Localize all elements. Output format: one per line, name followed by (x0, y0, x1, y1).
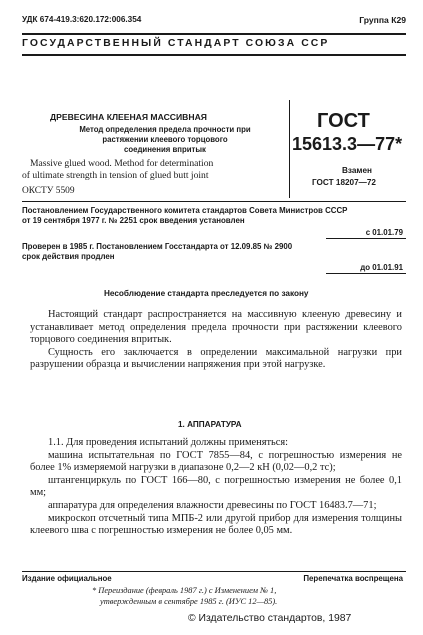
document-subtitle: Метод определения предела прочности при растяжении клеевого торцового соединения впритык (79, 125, 251, 154)
apparatus-list (30, 437, 402, 538)
replaces-label: Взамен (342, 166, 372, 175)
official-edition: Издание официальное (22, 574, 112, 583)
udk-code: УДК 674-419.3:620.172:006.354 (22, 15, 142, 24)
okstu-code: ОКСТУ 5509 (22, 186, 75, 196)
gost-number: 15613.3—77* (292, 134, 403, 154)
date-extended: до 01.01.91 (360, 263, 403, 272)
item-1-1: 1.1. Для проведения испытаний должны применяться: (48, 437, 289, 448)
replaces-value: ГОСТ 18207—72 (312, 178, 376, 187)
copyright: © Издательство стандартов, 1987 (188, 613, 352, 624)
item-microscope: микроскоп отсчетный типа МПБ-2 или другой прибор для измерения толщины клеевого шва с погрешностью измерения не более 0,05 мм. (30, 512, 402, 537)
checked-text: Проверен в 1985 г. Постановлением Госстандарта от 12.09.85 № 2900 срок действия продлен (22, 242, 293, 261)
reprint-forbidden: Перепечатка воспрещена (303, 574, 403, 583)
top-rule (22, 33, 406, 35)
title-english: Massive glued wood. Method for determination of ultimate strength in tension of glued butt joint (22, 158, 214, 181)
standard-banner: ГОСУДАРСТВЕННЫЙ СТАНДАРТ СОЮЗА ССР (22, 38, 330, 49)
banner-rule (22, 54, 406, 56)
title-separator (289, 100, 290, 198)
intro-paragraph-1: Настоящий стандарт распространяется на массивную клееную древесину и устанавливает метод определения предела прочности при растяжении клеевого торцового соединения впритык. (30, 309, 402, 346)
title-bottom-rule (22, 201, 406, 202)
date-extended-rule (326, 273, 406, 274)
intro-text (30, 309, 402, 372)
document-title: ДРЕВЕСИНА КЛЕЕНАЯ МАССИВНАЯ (50, 112, 207, 122)
section-title: 1. АППАРАТУРА (178, 420, 242, 429)
reissue-note: * Переиздание (февраль 1987 г.) с Изменением № 1, утвержденным в сентябре 1985 г. (ИУС 12—85). (92, 586, 278, 606)
date-introduced-rule (326, 238, 406, 239)
legal-warning: Несоблюдение стандарта преследуется по закону (104, 289, 309, 298)
intro-paragraph-2: Сущность его заключается в определении максимальной нагрузки при разрушении образца и вычислении напряжения при этой нагрузке. (30, 346, 402, 371)
footer-rule (22, 571, 406, 572)
date-introduced: с 01.01.79 (365, 228, 403, 237)
gost-label: ГОСТ (317, 110, 370, 132)
item-moisture: аппаратура для определения влажности древесины по ГОСТ 16483.7—71; (48, 499, 377, 511)
group-code: Группа К29 (359, 15, 406, 25)
item-caliper: штангенциркуль по ГОСТ 166—80, с погрешностью измерения не более 0,1 мм; (30, 474, 402, 499)
item-machine: машина испытательная по ГОСТ 7855—84, с погрешностью измерения не более 1% измеряемой нагрузки в диапазоне 0,2—2 кН (0,02—0,2 тс); (30, 449, 402, 474)
decree-text: Постановлением Государственного комитета стандартов Совета Министров СССР от 19 сентября 1977 г. № 2251 срок введения установлен (22, 206, 348, 225)
